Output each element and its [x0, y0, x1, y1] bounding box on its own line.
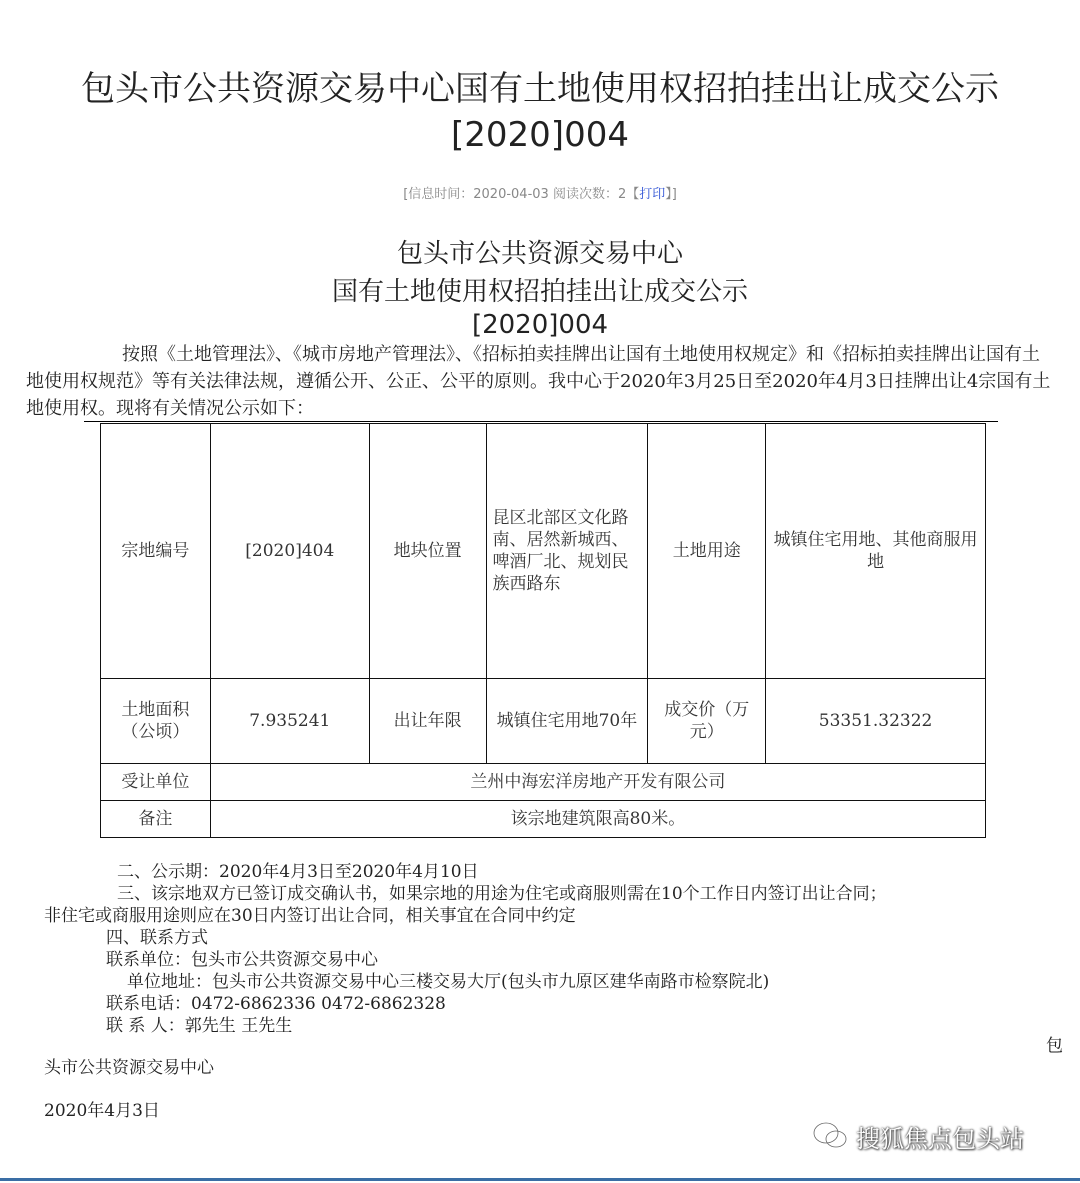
subtitle-line2: 国有土地使用权招拍挂出让成交公示 — [331, 277, 748, 307]
term-label: 出让年限 — [369, 679, 486, 764]
print-link[interactable]: 打印 — [639, 187, 666, 202]
table-row — [101, 424, 986, 679]
contract-line2: 非住宅或商服用途则应在30日内签订出让合同，相关事宜在合同中约定 — [44, 906, 576, 926]
watermark-text: 搜狐焦点包头站 — [856, 1124, 1024, 1153]
parcel-no-value: [2020]404 — [210, 424, 369, 679]
subtitle-line1: 包头市公共资源交易中心 — [396, 239, 683, 269]
parcel-no-label: 宗地编号 — [101, 424, 211, 679]
remark-value: 该宗地建筑限高80米。 — [210, 801, 985, 838]
land-table — [100, 423, 986, 838]
use-value: 城镇住宅用地、其他商服用地 — [766, 424, 986, 679]
table-row — [101, 801, 986, 838]
publicity-period: 二、公示期：2020年4月3日至2020年4月10日 — [117, 862, 479, 882]
location-label: 地块位置 — [369, 424, 486, 679]
table-top-rule — [84, 421, 998, 422]
watermark — [812, 1116, 1024, 1156]
contact-person: 联 系 人：郭先生 王先生 — [106, 1016, 293, 1036]
page-title-line2: [2020]004 — [451, 115, 629, 155]
buyer-value: 兰州中海宏洋房地产开发有限公司 — [210, 764, 985, 801]
area-value: 7.935241 — [210, 679, 369, 764]
buyer-label: 受让单位 — [101, 764, 211, 801]
bottom-rule — [0, 1178, 1080, 1181]
contact-unit: 联系单位：包头市公共资源交易中心 — [106, 950, 378, 970]
signature-date: 2020年4月3日 — [44, 1101, 160, 1121]
intro-paragraph: 按照《土地管理法》、《城市房地产管理法》、《招标拍卖挂牌出让国有土地使用权规定》和《招标拍卖挂牌出让国有土地使用权规范》等有关法律法规，遵循公开、公正、公平的原则。我中心于2020年3月25日至2020年4月3日挂牌出让4宗国有土地使用权。现将有关情况公示如下： — [26, 344, 1051, 419]
price-label: 成交价（万元） — [648, 679, 766, 764]
use-label: 土地用途 — [648, 424, 766, 679]
contact-address: 单位地址：包头市公共资源交易中心三楼交易大厅(包头市九原区建华南路市检察院北) — [127, 972, 770, 992]
location-value: 昆区北部区文化路南、居然新城西、啤酒厂北、规划民族西路东 — [486, 424, 648, 679]
price-value: 53351.32322 — [766, 679, 986, 764]
table-row — [101, 764, 986, 801]
contact-heading: 四、联系方式 — [106, 928, 208, 948]
wechat-icon — [812, 1121, 848, 1151]
page-title — [0, 66, 1080, 158]
signature-rest: 头市公共资源交易中心 — [44, 1058, 214, 1078]
term-value: 城镇住宅用地70年 — [486, 679, 648, 764]
contact-phone: 联系电话：0472-6862336 0472-6862328 — [106, 994, 446, 1014]
contract-line1: 三、该宗地双方已签订成交确认书，如果宗地的用途为住宅或商服则需在10个工作日内签订出让合同； — [117, 884, 887, 904]
area-label: 土地面积（公顷） — [101, 679, 211, 764]
table-row — [101, 679, 986, 764]
info-line — [0, 183, 1080, 202]
page-title-line1: 包头市公共资源交易中心国有土地使用权招拍挂出让成交公示 — [81, 69, 999, 109]
info-suffix: 】] — [665, 187, 677, 202]
remark-label: 备注 — [101, 801, 211, 838]
signature-first-char: 包 — [1046, 1036, 1063, 1056]
info-prefix: [信息时间：2020-04-03 阅读次数：2【 — [403, 187, 640, 202]
subtitle-line3: [2020]004 — [471, 310, 609, 340]
